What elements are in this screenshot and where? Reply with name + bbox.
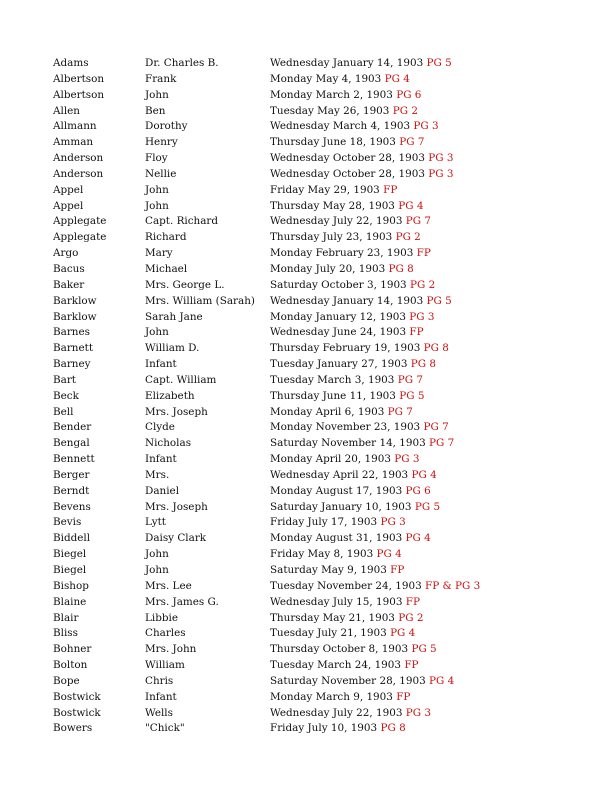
date-cell xyxy=(270,579,480,595)
surname: Bender xyxy=(53,421,92,434)
date: Tuesday July 21, 1903 xyxy=(270,627,387,640)
given-name: Clyde xyxy=(145,421,175,434)
date: Wednesday June 24, 1903 xyxy=(270,326,407,339)
date: Monday April 20, 1903 xyxy=(270,453,391,466)
page-reference: PG 7 xyxy=(397,373,423,386)
date-cell xyxy=(270,72,410,88)
page-reference: PG 2 xyxy=(409,278,436,291)
given-name: Libbie xyxy=(145,611,178,624)
given-name: Mrs. William (Sarah) xyxy=(145,294,255,307)
date-cell xyxy=(270,389,424,405)
date-cell xyxy=(270,721,406,737)
date-cell xyxy=(270,515,406,531)
given-name: Nellie xyxy=(145,167,177,180)
page-reference: PG 7 xyxy=(429,437,455,450)
given-name: Nicholas xyxy=(145,437,192,450)
surname: Bostwick xyxy=(53,690,101,703)
page-reference: PG 4 xyxy=(376,548,402,561)
surname: Bohner xyxy=(53,643,92,656)
date: Monday January 12, 1903 xyxy=(270,310,406,323)
date-cell xyxy=(270,500,440,516)
page-reference: PG 8 xyxy=(410,358,437,371)
page-reference: PG 5 xyxy=(399,389,425,402)
surname: Appel xyxy=(53,183,84,196)
date: Thursday May 28, 1903 xyxy=(270,199,395,212)
given-name: Frank xyxy=(145,72,177,85)
given-name: Capt. William xyxy=(145,373,217,386)
given-name: Daisy Clark xyxy=(145,532,207,545)
date-cell xyxy=(270,690,410,706)
date: Monday July 20, 1903 xyxy=(270,262,386,275)
date-cell xyxy=(270,611,423,627)
page-reference: PG 5 xyxy=(411,643,437,656)
given-name: Dr. Charles B. xyxy=(145,57,219,69)
given-name: Mrs. Joseph xyxy=(145,500,208,513)
date: Wednesday March 4, 1903 xyxy=(270,120,411,133)
date-cell xyxy=(270,674,454,690)
surname: Bolton xyxy=(53,659,88,672)
surname: Berndt xyxy=(53,484,90,497)
surname: Appel xyxy=(53,199,84,212)
date: Tuesday March 24, 1903 xyxy=(270,659,402,672)
page-reference: PG 7 xyxy=(399,136,425,149)
date-cell xyxy=(270,468,437,484)
date-cell xyxy=(270,104,418,120)
given-name: Floy xyxy=(145,152,168,165)
date: Thursday June 18, 1903 xyxy=(270,136,396,149)
surname: Bacus xyxy=(53,262,85,275)
date-cell xyxy=(270,357,436,373)
date: Friday May 29, 1903 xyxy=(270,183,380,196)
surname: Barklow xyxy=(53,294,97,307)
surname: Bowers xyxy=(53,722,93,735)
surname: Bishop xyxy=(53,579,89,592)
date: Friday May 8, 1903 xyxy=(270,548,374,561)
given-name: Ben xyxy=(145,104,166,117)
date: Saturday November 28, 1903 xyxy=(270,674,426,687)
page-reference: PG 5 xyxy=(414,500,441,513)
page-reference: PG 3 xyxy=(380,516,406,529)
date: Wednesday July 22, 1903 xyxy=(270,215,403,228)
date-cell xyxy=(270,626,415,642)
date-cell xyxy=(270,167,453,183)
given-name: Capt. Richard xyxy=(145,215,219,228)
given-name: Infant xyxy=(145,358,177,371)
date-cell xyxy=(270,658,419,674)
date-cell xyxy=(270,436,454,452)
page-reference: FP xyxy=(404,659,419,672)
date: Friday July 17, 1903 xyxy=(270,516,378,529)
page-reference: PG 8 xyxy=(423,342,449,355)
surname: Barnes xyxy=(53,326,90,339)
surname: Bevens xyxy=(53,500,91,513)
surname: Berger xyxy=(53,468,90,481)
surname: Amman xyxy=(53,136,94,149)
page-reference: FP xyxy=(405,595,420,608)
given-name: Charles xyxy=(145,627,186,640)
date-cell xyxy=(270,452,419,468)
page-reference: PG 7 xyxy=(387,405,413,418)
page-reference: PG 4 xyxy=(390,627,416,640)
date: Wednesday July 15, 1903 xyxy=(270,595,403,608)
page-reference: PG 5 xyxy=(426,57,452,69)
page-reference: FP xyxy=(396,690,411,703)
given-name: "Chick" xyxy=(145,722,185,735)
date-cell xyxy=(270,420,449,436)
given-name: Mrs. James G. xyxy=(145,595,219,608)
date: Tuesday May 26, 1903 xyxy=(270,104,390,117)
page-reference: PG 6 xyxy=(405,484,431,497)
page-reference: FP xyxy=(390,564,405,576)
date: Tuesday January 27, 1903 xyxy=(270,358,408,371)
given-name: John xyxy=(145,326,169,339)
surname: Bennett xyxy=(53,453,95,466)
given-name: William D. xyxy=(145,342,200,355)
date: Monday March 2, 1903 xyxy=(270,88,393,101)
date-cell xyxy=(270,373,423,389)
given-name: Mrs. xyxy=(145,468,170,481)
date: Tuesday November 24, 1903 xyxy=(270,579,422,592)
given-name: Mary xyxy=(145,247,173,260)
page-reference: PG 6 xyxy=(396,88,422,101)
surname: Barklow xyxy=(53,310,97,323)
date-cell xyxy=(270,642,437,658)
given-name: Henry xyxy=(145,136,178,149)
page-reference: PG 5 xyxy=(426,294,452,307)
given-name: John xyxy=(145,548,169,561)
page-reference: PG 4 xyxy=(411,468,437,481)
date-cell xyxy=(270,310,435,326)
surname: Barney xyxy=(53,358,91,371)
date-cell xyxy=(270,278,435,294)
date-cell xyxy=(270,595,420,611)
given-name: Richard xyxy=(145,231,187,244)
page-reference: PG 3 xyxy=(409,310,435,323)
surname: Bostwick xyxy=(53,706,101,719)
date: Wednesday October 28, 1903 xyxy=(270,152,425,165)
given-name: William xyxy=(145,659,185,672)
page-reference: PG 7 xyxy=(423,421,449,434)
date: Thursday February 19, 1903 xyxy=(270,342,421,355)
date-cell xyxy=(270,56,452,72)
surname: Albertson xyxy=(53,88,105,101)
page-reference: PG 3 xyxy=(413,120,439,133)
page-reference: PG 3 xyxy=(428,152,454,165)
given-name: Chris xyxy=(145,674,174,687)
surname: Bope xyxy=(53,674,80,687)
date-cell xyxy=(270,405,413,421)
page-reference: FP xyxy=(409,326,424,339)
surname: Bell xyxy=(53,405,74,418)
page-reference: FP & PG 3 xyxy=(425,579,481,592)
surname: Argo xyxy=(53,247,79,260)
page-reference: FP xyxy=(383,183,398,196)
date-cell xyxy=(270,547,402,563)
page-reference: PG 4 xyxy=(405,532,431,545)
surname: Adams xyxy=(53,57,89,69)
surname: Applegate xyxy=(53,231,107,244)
surname: Allmann xyxy=(53,120,97,133)
given-name: John xyxy=(145,564,169,576)
given-name: Infant xyxy=(145,453,177,466)
surname: Anderson xyxy=(53,167,104,180)
given-name: Sarah Jane xyxy=(145,310,203,323)
surname: Blair xyxy=(53,611,79,624)
given-name: Daniel xyxy=(145,484,180,497)
surname: Bevis xyxy=(53,516,82,529)
given-name: Michael xyxy=(145,262,188,275)
given-name: John xyxy=(145,199,169,212)
date-cell xyxy=(270,183,397,199)
surname: Beck xyxy=(53,389,79,402)
given-name: Dorothy xyxy=(145,120,188,133)
date: Wednesday January 14, 1903 xyxy=(270,294,424,307)
page-reference: PG 4 xyxy=(384,72,410,85)
given-name: Lytt xyxy=(145,516,166,529)
surname: Barnett xyxy=(53,342,93,355)
date: Monday August 17, 1903 xyxy=(270,484,403,497)
page-reference: PG 8 xyxy=(380,722,406,735)
surname: Applegate xyxy=(53,215,107,228)
surname: Albertson xyxy=(53,72,105,85)
given-name: Infant xyxy=(145,690,177,703)
page-reference: PG 7 xyxy=(405,215,431,228)
date: Saturday November 14, 1903 xyxy=(270,437,426,450)
date-cell xyxy=(270,230,421,246)
given-name: Elizabeth xyxy=(145,389,195,402)
surname: Baker xyxy=(53,278,85,291)
surname: Bliss xyxy=(53,627,78,640)
date: Tuesday March 3, 1903 xyxy=(270,373,395,386)
surname: Bart xyxy=(53,373,76,386)
date: Monday May 4, 1903 xyxy=(270,72,382,85)
date-cell xyxy=(270,199,423,215)
page-reference: PG 3 xyxy=(428,167,454,180)
given-name: Wells xyxy=(145,706,173,719)
given-name: Mrs. George L. xyxy=(145,278,225,291)
date: Monday August 31, 1903 xyxy=(270,532,403,545)
date-cell xyxy=(270,294,452,310)
page-reference: PG 3 xyxy=(405,706,431,719)
date: Saturday October 3, 1903 xyxy=(270,278,407,291)
date-cell xyxy=(270,341,449,357)
page-reference: FP xyxy=(416,247,431,260)
date-cell xyxy=(270,88,421,104)
date: Saturday May 9, 1903 xyxy=(270,564,387,576)
date: Wednesday April 22, 1903 xyxy=(270,468,409,481)
surname: Allen xyxy=(53,104,80,117)
given-name: Mrs. Joseph xyxy=(145,405,208,418)
date: Thursday October 8, 1903 xyxy=(270,643,409,656)
surname: Blaine xyxy=(53,595,87,608)
date-cell xyxy=(270,135,424,151)
surname: Biegel xyxy=(53,564,87,576)
surname: Biegel xyxy=(53,548,87,561)
surname: Biddell xyxy=(53,532,91,545)
date: Wednesday January 14, 1903 xyxy=(270,57,424,69)
date: Monday February 23, 1903 xyxy=(270,247,414,260)
date-cell xyxy=(270,214,431,230)
date: Thursday May 21, 1903 xyxy=(270,611,395,624)
surname: Anderson xyxy=(53,152,104,165)
given-name: John xyxy=(145,88,169,101)
date: Thursday June 11, 1903 xyxy=(270,389,396,402)
date-cell xyxy=(270,151,453,167)
date: Monday November 23, 1903 xyxy=(270,421,421,434)
date-cell xyxy=(270,246,431,262)
date-cell xyxy=(270,119,439,135)
date: Thursday July 23, 1903 xyxy=(270,231,393,244)
date: Monday April 6, 1903 xyxy=(270,405,385,418)
page-reference: PG 8 xyxy=(388,262,414,275)
page-reference: PG 3 xyxy=(394,453,420,466)
page-reference: PG 4 xyxy=(429,674,455,687)
date: Friday July 10, 1903 xyxy=(270,722,378,735)
date: Wednesday October 28, 1903 xyxy=(270,167,425,180)
date: Wednesday July 22, 1903 xyxy=(270,706,403,719)
given-name: Mrs. Lee xyxy=(145,579,192,592)
date-cell xyxy=(270,484,431,500)
date-cell xyxy=(270,531,431,547)
page-reference: PG 4 xyxy=(398,199,424,212)
date-cell xyxy=(270,325,424,341)
date-cell xyxy=(270,706,431,722)
date-cell xyxy=(270,563,404,579)
date-cell xyxy=(270,262,414,278)
page-reference: PG 2 xyxy=(395,231,421,244)
given-name: Mrs. John xyxy=(145,643,197,656)
page-reference: PG 2 xyxy=(398,611,424,624)
surname: Bengal xyxy=(53,437,90,450)
date: Monday March 9, 1903 xyxy=(270,690,393,703)
page-reference: PG 2 xyxy=(392,104,418,117)
date: Saturday January 10, 1903 xyxy=(270,500,412,513)
given-name: John xyxy=(145,183,169,196)
